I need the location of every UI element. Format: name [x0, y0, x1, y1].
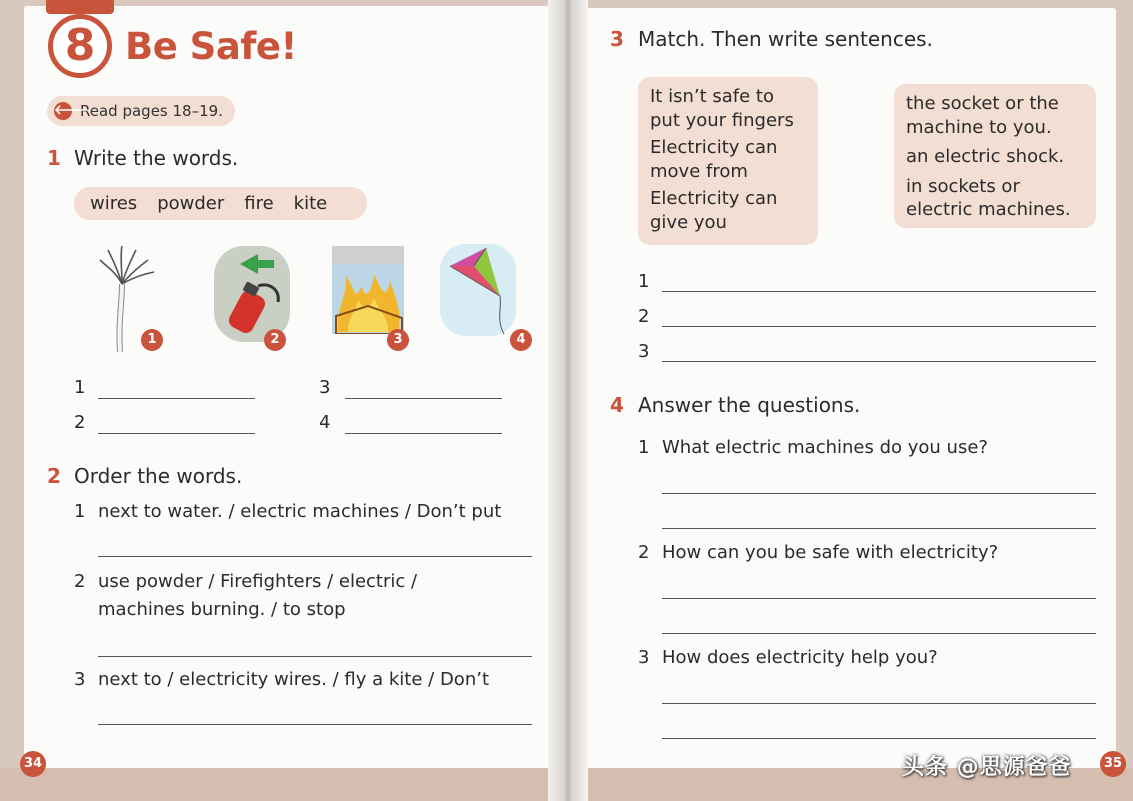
- picture-number-4: 4: [510, 329, 532, 351]
- answer-line[interactable]: [98, 433, 255, 434]
- item-number: 2: [74, 571, 86, 592]
- item-text: next to / electricity wires. / fly a kite / Don’t: [98, 669, 490, 690]
- match-right-line: electric machines.: [906, 199, 1071, 220]
- match-right-line: machine to you.: [906, 116, 1052, 138]
- section-2-number: 2: [47, 464, 61, 488]
- match-left-line: move from: [650, 160, 748, 182]
- blank-label: 4: [319, 412, 331, 433]
- match-left-line: Electricity can: [650, 137, 778, 158]
- section-1-title: Write the words.: [74, 146, 239, 170]
- answer-line[interactable]: [662, 493, 1096, 494]
- match-left-box: [638, 77, 818, 245]
- answer-line[interactable]: [98, 656, 532, 657]
- picture-number-1: 1: [141, 329, 163, 351]
- unit-number: 8: [48, 14, 112, 78]
- answer-line[interactable]: [98, 398, 255, 399]
- section-4-number: 4: [610, 393, 624, 417]
- answer-line[interactable]: [345, 433, 502, 434]
- book-spine: [548, 0, 588, 801]
- blank-label: 1: [638, 271, 650, 292]
- fire-extinguisher-icon: [214, 246, 290, 342]
- blank-label: 3: [319, 377, 331, 398]
- page-number-right: 35: [1100, 751, 1126, 777]
- answer-line[interactable]: [662, 738, 1096, 739]
- item-text: next to water. / electric machines / Don’t put: [98, 501, 502, 522]
- match-right-line: the socket or the: [906, 93, 1059, 114]
- match-left-line: Electricity can: [650, 188, 778, 209]
- word-bank-item: kite: [293, 193, 328, 214]
- match-left-line: put your fingers: [650, 109, 794, 131]
- blank-label: 1: [74, 377, 86, 398]
- section-1-number: 1: [47, 146, 61, 170]
- fire-icon: [332, 246, 404, 334]
- answer-line[interactable]: [98, 556, 532, 557]
- watermark: 头条 @思源爸爸: [902, 755, 1072, 780]
- answer-line[interactable]: [345, 398, 502, 399]
- section-3-number: 3: [610, 27, 624, 51]
- section-3-title: Match. Then write sentences.: [638, 27, 933, 51]
- picture-number-3: 3: [387, 329, 409, 351]
- read-pages-pill: Read pages 18–19.: [47, 96, 235, 126]
- picture-number-2: 2: [264, 329, 286, 351]
- match-left-line: It isn’t safe to: [650, 86, 774, 107]
- word-bank-item: powder: [157, 193, 225, 214]
- section-4-title: Answer the questions.: [638, 393, 861, 417]
- answer-line[interactable]: [662, 703, 1096, 704]
- answer-line[interactable]: [98, 724, 532, 725]
- question-number: 1: [638, 437, 650, 458]
- section-2-title: Order the words.: [74, 464, 243, 488]
- blank-label: 3: [638, 341, 650, 362]
- answer-line[interactable]: [662, 633, 1096, 634]
- match-right-box: [894, 84, 1096, 228]
- question-text: How can you be safe with electricity?: [662, 542, 999, 563]
- answer-line[interactable]: [662, 598, 1096, 599]
- answer-line[interactable]: [662, 326, 1096, 327]
- item-text: use powder / Firefighters / electric /: [98, 571, 418, 592]
- word-bank: [74, 187, 367, 220]
- question-text: How does electricity help you?: [662, 647, 938, 668]
- answer-line[interactable]: [662, 361, 1096, 362]
- blank-label: 2: [74, 412, 86, 433]
- item-number: 3: [74, 669, 86, 690]
- word-bank-item: fire: [244, 193, 274, 214]
- match-right-line: in sockets or: [906, 175, 1020, 197]
- match-right-line: an electric shock.: [906, 146, 1065, 167]
- arrow-left-icon: 🡐: [54, 103, 89, 118]
- answer-line[interactable]: [662, 528, 1096, 529]
- question-text: What electric machines do you use?: [662, 437, 988, 458]
- match-left-line: give you: [650, 211, 727, 233]
- blank-label: 2: [638, 306, 650, 327]
- answer-line[interactable]: [662, 291, 1096, 292]
- unit-tab: [46, 0, 114, 14]
- kite-icon: [440, 244, 516, 336]
- page-number-left: 34: [20, 751, 46, 777]
- unit-title: Be Safe!: [125, 25, 297, 68]
- question-number: 2: [638, 542, 650, 563]
- item-text: machines burning. / to stop: [98, 599, 346, 620]
- word-bank-item: wires: [90, 193, 138, 214]
- question-number: 3: [638, 647, 650, 668]
- item-number: 1: [74, 501, 86, 522]
